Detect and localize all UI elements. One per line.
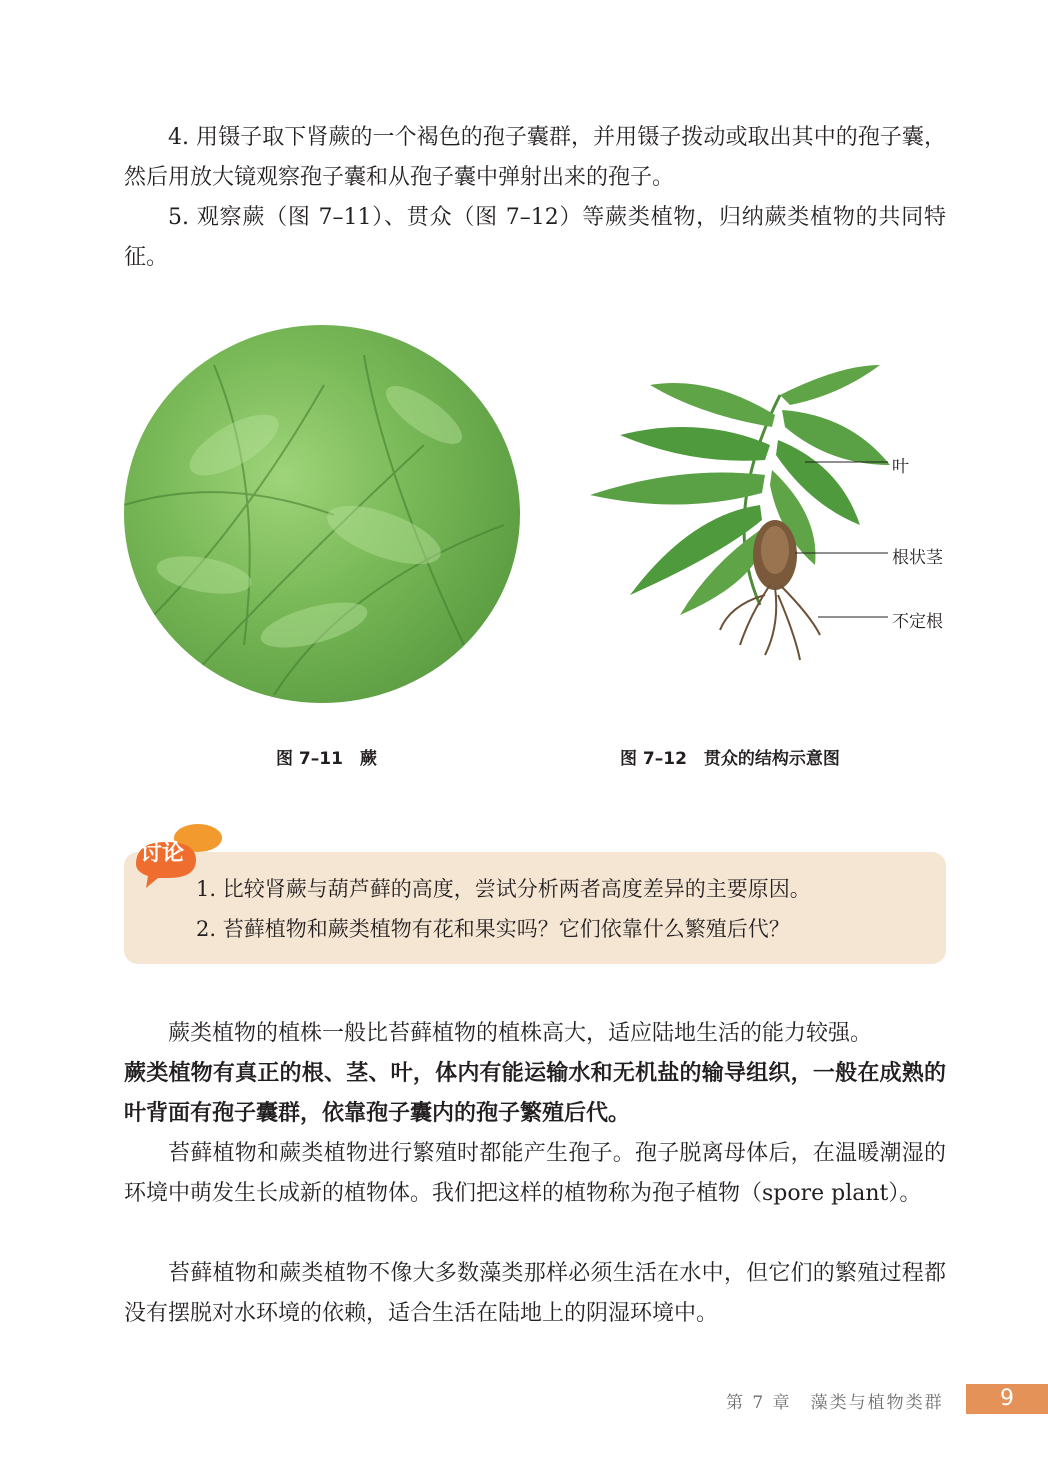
fern-leaves bbox=[590, 365, 890, 615]
page-number: 9 bbox=[966, 1384, 1048, 1414]
adventitious-roots bbox=[720, 585, 820, 660]
body-paragraph-1-bold: 蕨类植物有真正的根、茎、叶，体内有能运输水和无机盐的输导组织，一般在成熟的叶背面有孢子囊群，依靠孢子囊内的孢子繁殖后代。 bbox=[124, 1061, 946, 1126]
body-paragraph-1: 蕨类植物的植株一般比苔藓植物的植株高大，适应陆地生活的能力较强。 bbox=[168, 1021, 873, 1046]
fern-photo bbox=[124, 325, 520, 703]
step-4-text: 4. 用镊子取下肾蕨的一个褐色的孢子囊群，并用镊子拨动或取出其中的孢子囊，然后用放大镜观察孢子囊和从孢子囊中弹射出来的孢子。 bbox=[124, 125, 946, 190]
rhizome bbox=[753, 520, 797, 590]
discussion-badge-label: 讨论 bbox=[140, 841, 185, 866]
discussion-question-1: 1. 比较肾蕨与葫芦藓的高度，尝试分析两者高度差异的主要原因。 bbox=[196, 877, 811, 901]
figure-7-11-caption: 图 7–11 蕨 bbox=[276, 749, 377, 769]
step-5-text: 5. 观察蕨（图 7–11）、贯众（图 7–12）等蕨类植物，归纳蕨类植物的共同特征。 bbox=[124, 205, 946, 270]
body-paragraph-2: 苔藓植物和蕨类植物进行繁殖时都能产生孢子。孢子脱离母体后，在温暖潮湿的环境中萌发生长成新的植物体。我们把这样的植物称为孢子植物（spore plant）。 bbox=[124, 1141, 946, 1206]
footer-chapter: 第 7 章 藻类与植物类群 bbox=[726, 1393, 944, 1413]
label-leaf: 叶 bbox=[892, 457, 909, 477]
label-adventitious-root: 不定根 bbox=[892, 612, 943, 632]
body-paragraph-3: 苔藓植物和蕨类植物不像大多数藻类那样必须生活在水中，但它们的繁殖过程都没有摆脱对水环境的依赖，适合生活在陆地上的阴湿环境中。 bbox=[124, 1261, 946, 1326]
fern-fronds-illustration bbox=[124, 325, 520, 703]
cyrtomium-diagram bbox=[550, 355, 950, 675]
discussion-question-2: 2. 苔藓植物和蕨类植物有花和果实吗？它们依靠什么繁殖后代？ bbox=[196, 917, 790, 941]
discussion-box bbox=[124, 852, 946, 964]
label-rhizome: 根状茎 bbox=[892, 548, 943, 568]
figure-7-12-caption: 图 7–12 贯众的结构示意图 bbox=[620, 749, 840, 769]
